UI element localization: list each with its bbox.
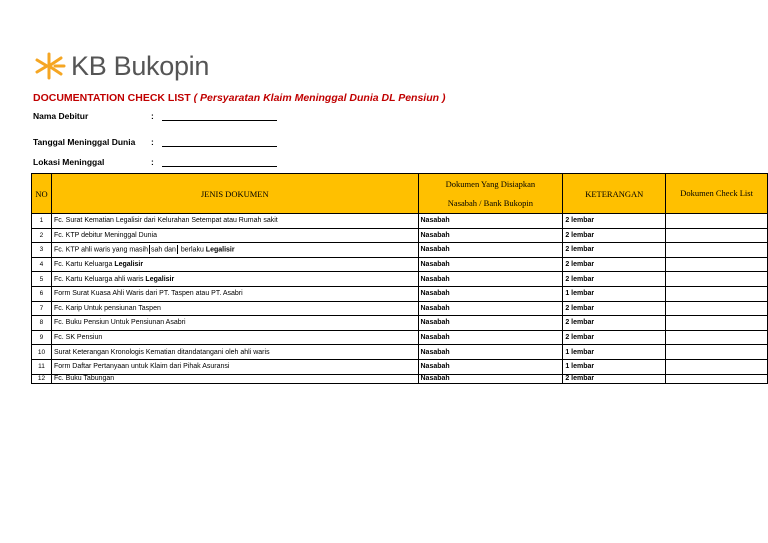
row-by: Nasabah	[418, 243, 563, 258]
field-tanggal-meninggal	[33, 137, 154, 147]
header-no: NO	[32, 174, 52, 214]
row-by: Nasabah	[418, 316, 563, 331]
row-no: 7	[32, 301, 52, 316]
row-by: Nasabah	[418, 374, 563, 383]
row-doc: Form Daftar Pertanyaan untuk Klaim dari Pihak Asuransi	[51, 359, 418, 374]
row-by: Nasabah	[418, 228, 563, 243]
row-no: 8	[32, 316, 52, 331]
table-row	[32, 359, 768, 374]
row-note: 2 lembar	[563, 316, 666, 331]
table-row	[32, 374, 768, 383]
table-row	[32, 316, 768, 331]
kb-bukopin-logo	[33, 50, 209, 82]
document-title	[33, 92, 445, 104]
table-row	[32, 330, 768, 345]
header-disiapkan-top: Dokumen Yang Disiapkan	[445, 178, 536, 189]
row-no: 9	[32, 330, 52, 345]
row-check-cell[interactable]	[666, 316, 768, 331]
row-note: 1 lembar	[563, 359, 666, 374]
field-colon: :	[151, 111, 154, 121]
header-check-list: Dokumen Check List	[666, 174, 768, 214]
doc-part: Fc. Kartu Keluarga	[53, 261, 113, 269]
header-jenis-dokumen: JENIS DOKUMEN	[51, 174, 418, 214]
row-check-cell[interactable]	[666, 228, 768, 243]
table-row	[32, 345, 768, 360]
row-doc: Fc. KTP debitur Meninggal Dunia	[51, 228, 418, 243]
row-check-cell[interactable]	[666, 214, 768, 229]
table-row	[32, 214, 768, 229]
header-dokumen-disiapkan	[418, 174, 563, 214]
doc-part-legalisir: Legalisir	[205, 246, 235, 254]
row-by: Nasabah	[418, 286, 563, 301]
doc-part: Fc. KTP ahli waris yang masih	[53, 246, 148, 254]
row-check-cell[interactable]	[666, 257, 768, 272]
field-nama-debitur	[33, 111, 154, 121]
row-check-cell[interactable]	[666, 301, 768, 316]
row-note: 2 lembar	[563, 330, 666, 345]
divider-mark	[177, 245, 178, 254]
table-row	[32, 228, 768, 243]
row-doc: Fc. Surat Kematian Legalisir dari Kelurahan Setempat atau Rumah sakit	[51, 214, 418, 229]
table-row	[32, 257, 768, 272]
field-colon: :	[151, 137, 154, 147]
row-check-cell[interactable]	[666, 272, 768, 287]
table-row	[32, 286, 768, 301]
row-by: Nasabah	[418, 345, 563, 360]
row-no: 6	[32, 286, 52, 301]
row-note: 2 lembar	[563, 272, 666, 287]
row-no: 5	[32, 272, 52, 287]
field-label: Tanggal Meninggal Dunia	[33, 137, 136, 147]
doc-part: berlaku	[180, 246, 204, 254]
row-check-cell[interactable]	[666, 286, 768, 301]
row-no: 1	[32, 214, 52, 229]
field-label: Lokasi Meninggal	[33, 157, 105, 167]
table-row	[32, 272, 768, 287]
row-no: 12	[32, 374, 52, 383]
logo-text: KB Bukopin	[71, 50, 210, 81]
row-check-cell[interactable]	[666, 345, 768, 360]
row-no: 3	[32, 243, 52, 258]
row-doc: Surat Keterangan Kronologis Kematian ditandatangani oleh ahli waris	[51, 345, 418, 360]
row-doc	[51, 243, 418, 258]
row-check-cell[interactable]	[666, 359, 768, 374]
row-by: Nasabah	[418, 301, 563, 316]
table-row	[32, 243, 768, 258]
row-check-cell[interactable]	[666, 374, 768, 383]
row-note: 2 lembar	[563, 374, 666, 383]
field-lokasi-meninggal	[33, 157, 154, 167]
field-label: Nama Debitur	[33, 111, 89, 121]
row-no: 11	[32, 359, 52, 374]
row-check-cell[interactable]	[666, 330, 768, 345]
field-blank-line	[162, 146, 277, 147]
row-note: 2 lembar	[563, 257, 666, 272]
row-note: 2 lembar	[563, 301, 666, 316]
field-colon: :	[151, 157, 154, 167]
row-doc	[51, 257, 418, 272]
row-doc: Fc. Karip Untuk pensiunan Taspen	[51, 301, 418, 316]
title-sub: ( Persyaratan Klaim Meninggal Dunia DL Pensiun )	[193, 92, 446, 104]
divider-mark	[149, 245, 150, 254]
field-blank-line	[162, 166, 277, 167]
field-blank-line	[162, 120, 277, 121]
row-by: Nasabah	[418, 272, 563, 287]
header-disiapkan-bottom: Nasabah / Bank Bukopin	[447, 197, 534, 208]
row-no: 2	[32, 228, 52, 243]
row-by: Nasabah	[418, 257, 563, 272]
row-doc: Fc. SK Pensiun	[51, 330, 418, 345]
doc-part-legalisir: Legalisir	[145, 275, 175, 283]
row-by: Nasabah	[418, 330, 563, 345]
row-note: 2 lembar	[563, 243, 666, 258]
row-note: 1 lembar	[563, 286, 666, 301]
kb-bukopin-star-icon	[33, 50, 67, 82]
title-main: DOCUMENTATION CHECK LIST	[33, 92, 191, 104]
row-note: 2 lembar	[563, 214, 666, 229]
doc-part: Fc. Kartu Keluarga ahli waris	[53, 275, 144, 283]
row-by: Nasabah	[418, 214, 563, 229]
row-note: 1 lembar	[563, 345, 666, 360]
table-row	[32, 301, 768, 316]
row-note: 2 lembar	[563, 228, 666, 243]
header-keterangan: KETERANGAN	[563, 174, 666, 214]
checklist-table	[31, 173, 768, 384]
row-doc	[51, 272, 418, 287]
row-doc: Fc. Buku Pensiun Untuk Pensiunan Asabri	[51, 316, 418, 331]
row-by: Nasabah	[418, 359, 563, 374]
doc-part: sah dan	[151, 246, 176, 254]
row-doc: Form Surat Kuasa Ahli Waris dari PT. Taspen atau PT. Asabri	[51, 286, 418, 301]
row-doc: Fc. Buku Tabungan	[51, 374, 418, 383]
row-no: 10	[32, 345, 52, 360]
doc-part-legalisir: Legalisir	[114, 261, 144, 269]
row-check-cell[interactable]	[666, 243, 768, 258]
table-header-row	[32, 174, 768, 214]
row-no: 4	[32, 257, 52, 272]
